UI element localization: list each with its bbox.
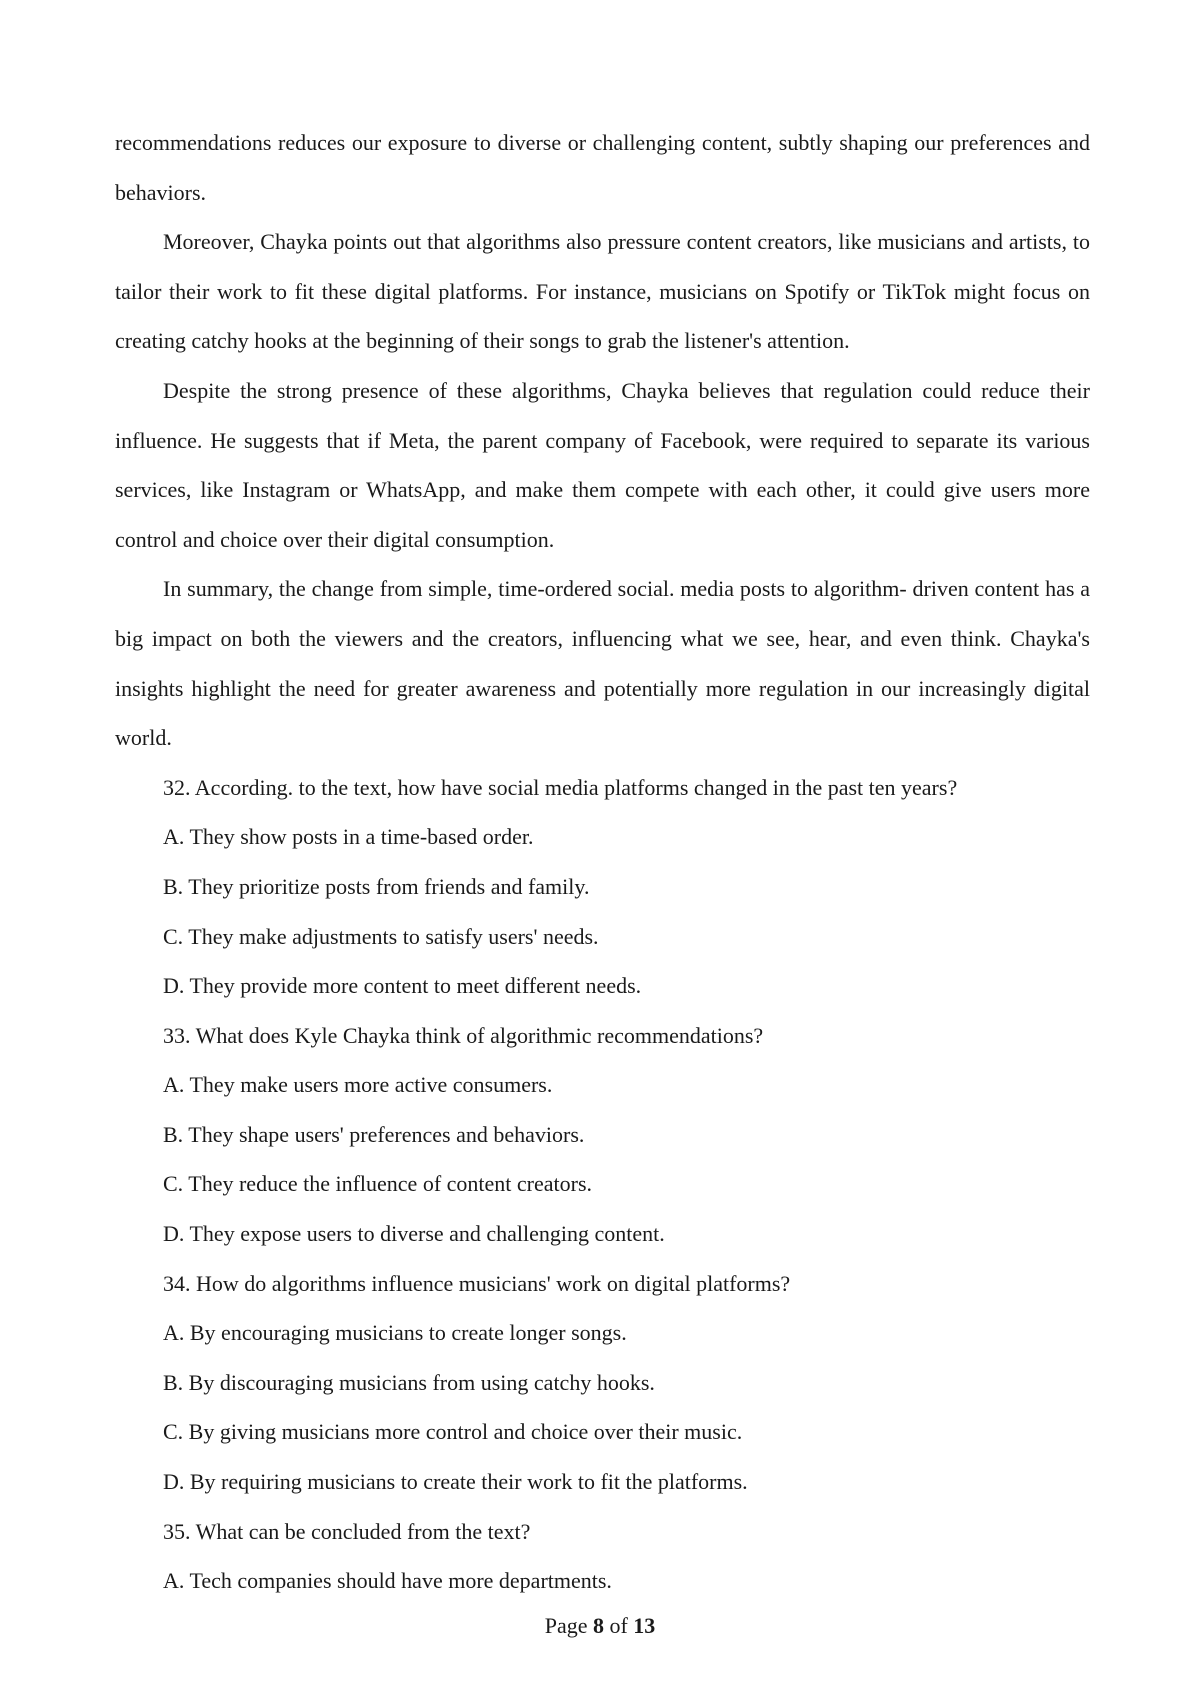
option-d: D. They expose users to diverse and challenging content.	[163, 1221, 665, 1247]
question-stem: 32. According. to the text, how have social media platforms changed in the past ten years?	[163, 774, 958, 800]
page-separator: of	[603, 1613, 634, 1638]
total-page-count: 13	[633, 1613, 656, 1638]
passage-paragraph-1: recommendations reduces our exposure to diverse or challenging content, subtly shaping our preferences and behaviors.	[115, 130, 1090, 205]
question-32	[115, 763, 1090, 1011]
current-page-number: 8	[592, 1613, 604, 1638]
passage-paragraph-4: In summary, the change from simple, time-ordered social. media posts to algorithm- driven content has a big impact on both the viewers and the creators, influencing what we see, hear, and even think. Chayka's insights highlight the need for greater awareness and potentially more regulation in our increasingly digital world.	[115, 576, 1090, 751]
question-35	[115, 1507, 1090, 1606]
option-b: B. They prioritize posts from friends and family.	[163, 873, 590, 899]
option-b: B. By discouraging musicians from using catchy hooks.	[163, 1369, 655, 1395]
option-c: C. They make adjustments to satisfy users' needs.	[163, 923, 599, 949]
question-stem: 35. What can be concluded from the text?	[163, 1518, 531, 1544]
passage-paragraph-3: Despite the strong presence of these algorithms, Chayka believes that regulation could reduce their influence. He suggests that if Meta, the parent company of Facebook, were required to separate its various services, like Instagram or WhatsApp, and make them compete with each other, it could give users more control and choice over their digital consumption.	[115, 377, 1090, 552]
question-34	[115, 1259, 1090, 1507]
option-c: C. They reduce the influence of content creators.	[163, 1171, 593, 1197]
option-a: A. By encouraging musicians to create longer songs.	[163, 1320, 627, 1346]
option-c: C. By giving musicians more control and choice over their music.	[163, 1419, 743, 1445]
question-stem: 34. How do algorithms influence musicians' work on digital platforms?	[163, 1270, 791, 1296]
question-33	[115, 1011, 1090, 1259]
question-stem: 33. What does Kyle Chayka think of algorithmic recommendations?	[163, 1022, 764, 1048]
page-content	[115, 118, 1090, 1606]
option-d: D. By requiring musicians to create their work to fit the platforms.	[163, 1469, 748, 1495]
page-footer	[0, 1612, 1200, 1640]
option-d: D. They provide more content to meet different needs.	[163, 973, 642, 999]
option-a: A. They make users more active consumers.	[163, 1072, 553, 1098]
option-a: A. Tech companies should have more departments.	[163, 1568, 612, 1594]
option-a: A. They show posts in a time-based order.	[163, 824, 534, 850]
option-b: B. They shape users' preferences and behaviors.	[163, 1121, 585, 1147]
page-label: Page	[544, 1613, 593, 1638]
passage-paragraph-2: Moreover, Chayka points out that algorithms also pressure content creators, like musicians and artists, to tailor their work to fit these digital platforms. For instance, musicians on Spotify or TikTok might focus on creating catchy hooks at the beginning of their songs to grab the listener's attention.	[115, 229, 1090, 354]
